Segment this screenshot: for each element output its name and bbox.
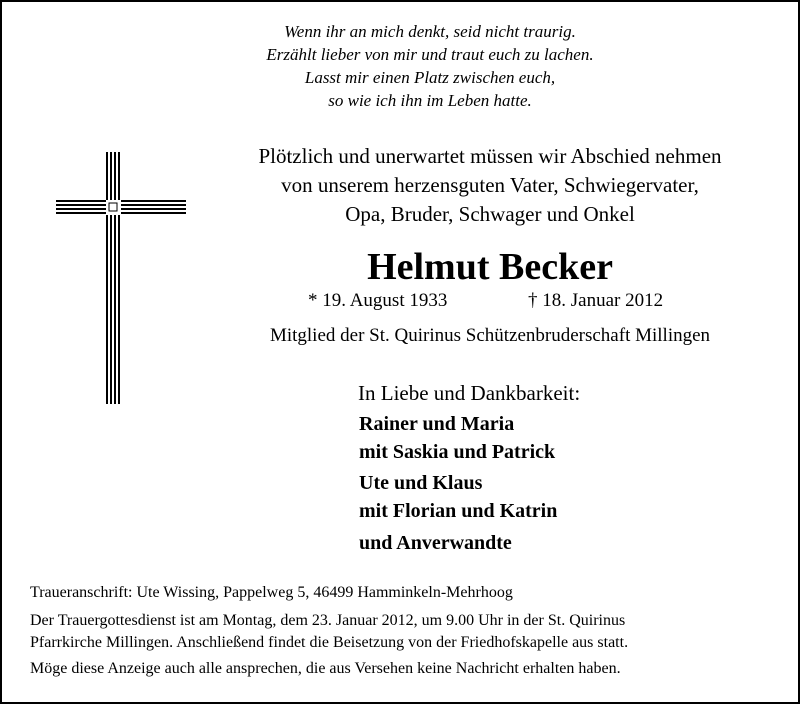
service-info: Pfarrkirche Millingen. Anschließend findet die Beisetzung von der Friedhofskapelle aus statt. — [30, 634, 629, 651]
mourner-name: mit Saskia und Patrick — [359, 441, 556, 463]
cross-vertical-beam — [107, 152, 119, 404]
intro-line: von unserem herzensguten Vater, Schwiegervater, — [281, 173, 699, 197]
service-info: Der Trauergottesdienst ist am Montag, dem 23. Januar 2012, um 9.00 Uhr in der St. Quirinus — [30, 612, 626, 629]
poem-line: Wenn ihr an mich denkt, seid nicht traurig. — [284, 22, 576, 41]
mourner-name: und Anverwandte — [359, 532, 512, 554]
poem-line: Lasst mir einen Platz zwischen euch, — [304, 68, 556, 87]
mourner-name: mit Florian und Katrin — [359, 500, 558, 522]
mourner-name: Ute und Klaus — [359, 472, 483, 494]
intro-line: Plötzlich und unerwartet müssen wir Abschied nehmen — [258, 144, 722, 168]
poem — [200, 20, 660, 112]
poem-line: Erzählt lieber von mir und traut euch zu lachen. — [266, 45, 594, 64]
address: Traueranschrift: Ute Wissing, Pappelweg 5, 46499 Hamminkeln-Mehrhoog — [30, 584, 513, 601]
intro-line: Opa, Bruder, Schwager und Onkel — [345, 202, 635, 226]
mourner-name: Rainer und Maria — [359, 413, 515, 435]
death-date: † 18. Januar 2012 — [528, 290, 664, 311]
intro-text — [220, 142, 760, 229]
membership: Mitglied der St. Quirinus Schützenbruderschaft Millingen — [269, 325, 711, 346]
notice: Möge diese Anzeige auch alle ansprechen, die aus Versehen keine Nachricht erhalten haben. — [30, 660, 621, 677]
poem-line: so wie ich ihn im Leben hatte. — [328, 91, 532, 110]
deceased-name: Helmut Becker — [367, 246, 613, 288]
cross-icon — [56, 152, 186, 404]
mourners-heading: In Liebe und Dankbarkeit: — [358, 381, 581, 405]
birth-date: * 19. August 1933 — [308, 290, 448, 311]
